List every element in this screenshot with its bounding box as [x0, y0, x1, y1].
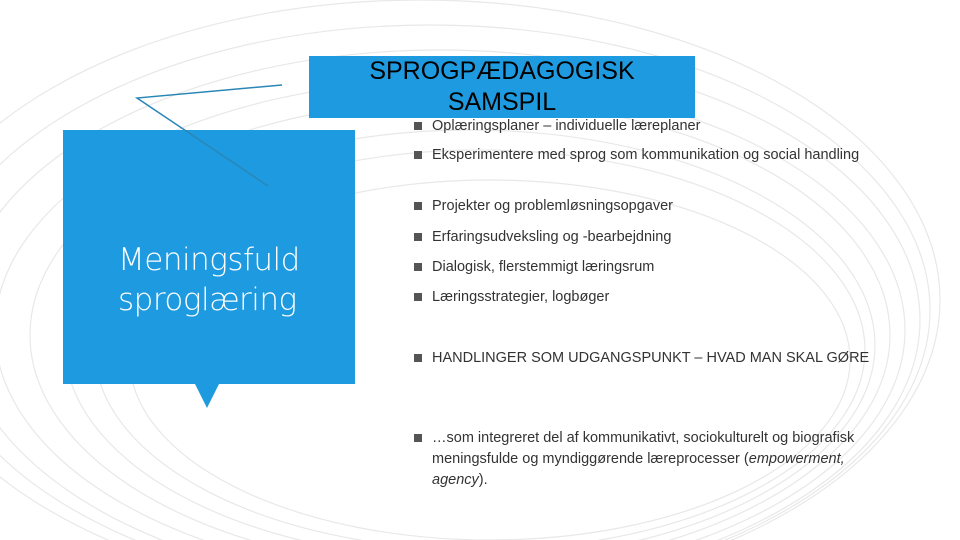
list-item: [414, 287, 884, 308]
list-item: [414, 116, 884, 137]
bullet-text: Læringsstrategier, logbøger: [432, 289, 610, 305]
list-item: [414, 428, 884, 491]
bullet-marker: [414, 202, 422, 210]
bullet-text: …som integreret del af kommunikativt, sociokulturelt og biografisk meningsfulde og myndiggørende læreprocesser (: [432, 430, 855, 467]
bullet-text-end: ).: [478, 472, 488, 488]
bullet-marker: [414, 293, 422, 301]
bullet-text: Eksperimentere med sprog som kommunikation og social handling: [432, 147, 860, 163]
list-item: [414, 196, 884, 217]
panel-notch: [195, 384, 219, 408]
list-item: [414, 227, 884, 248]
bullet-text: HANDLINGER SOM UDGANGSPUNKT – HVAD MAN SKAL GØRE: [432, 350, 870, 366]
bullet-marker: [414, 263, 422, 271]
title-box: [309, 56, 695, 118]
panel-heading-line1: Meningsfuld: [118, 242, 300, 278]
bullet-text: Dialogisk, flerstemmigt læringsrum: [432, 259, 655, 275]
bullet-italic-text: empowerment, agency: [432, 451, 845, 488]
bullet-text: Projekter og problemløsningsopgaver: [432, 198, 673, 214]
bullet-text: Erfaringsudveksling og -bearbejdning: [432, 229, 672, 245]
bullet-marker: [414, 151, 422, 159]
list-item: [414, 145, 884, 166]
bullet-marker: [414, 354, 422, 362]
title-line2: SAMSPIL: [447, 88, 557, 116]
bullet-marker: [414, 122, 422, 130]
panel-heading: [118, 240, 348, 320]
bullet-marker: [414, 233, 422, 241]
list-item: [414, 348, 884, 369]
bullet-text: Oplæringsplaner – individuelle læreplaner: [432, 118, 701, 134]
list-item: [414, 257, 884, 278]
title-line1: SPROGPÆDAGOGISK: [369, 57, 635, 85]
panel-heading-line2: sproglæring: [118, 282, 297, 318]
bullet-marker: [414, 434, 422, 442]
